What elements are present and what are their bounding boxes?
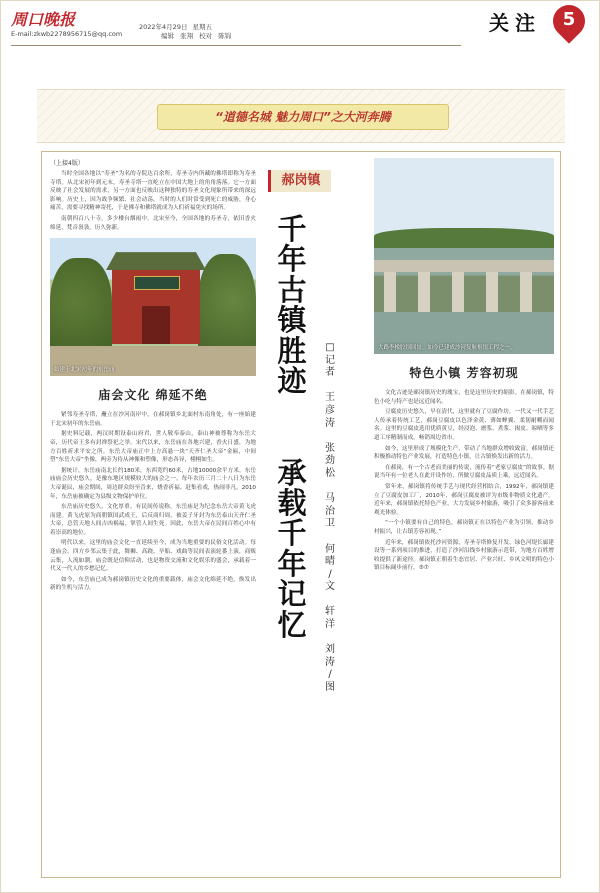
page-number: 5 bbox=[562, 9, 576, 30]
vertical-char: 记 bbox=[277, 577, 307, 612]
right-column bbox=[374, 158, 554, 575]
section-subhead: 特色小镇 芳容初现 bbox=[409, 366, 519, 380]
dam-photo bbox=[374, 158, 554, 354]
vertical-char bbox=[272, 427, 312, 457]
vertical-char bbox=[322, 481, 338, 494]
article-headline bbox=[272, 214, 312, 640]
article-paragraph: 豆腐皮历史悠久，早在清代，这里就有了豆腐作坊。一代又一代手艺人传承着传统工艺，郝岗豆腐皮以色泽金黄、薄如蝉翼、柔韧耐嚼而闻名。这里的豆腐皮选用优质黄豆，经浸泡、磨浆、煮浆、揭皮、晾晒等多道工序精制而成，畅销周边省市。 bbox=[374, 409, 554, 441]
temple-door bbox=[142, 306, 170, 344]
article-paragraph: 南朝四百八十寺，多少楼台烟雨中。北宋至今，全国各地的寿圣寺，依旧香火绵延，梵音袅袅，历久弥新。 bbox=[50, 215, 256, 231]
masthead bbox=[1, 1, 600, 73]
vertical-char: 文 bbox=[325, 581, 335, 593]
left-column bbox=[50, 158, 256, 595]
article-frame bbox=[41, 151, 561, 878]
vertical-char: 图 bbox=[325, 682, 335, 694]
continued-marker: （上接4版） bbox=[50, 160, 84, 167]
vertical-char: 千 bbox=[277, 516, 307, 551]
temple-roof bbox=[106, 252, 206, 270]
article-byline bbox=[322, 342, 338, 695]
photo-caption: 大路李橡胶坝回址，如今已建成沙河复航枢纽工程之一。 bbox=[378, 345, 516, 351]
contact-email: E-mail:zkwb2278956715@qq.com bbox=[11, 30, 123, 38]
vertical-char: 迹 bbox=[277, 364, 307, 399]
article-paragraph: 明代以来，这里的庙会文化一直延续至今，成为当地重要的民俗文化活动。每逢庙会，四方乡邻云集于此，舞狮、高跷、旱船、戏曲等民间表演轮番上演，商贩云集，人流如潮。庙会既是信仰活动，也是物资交流和文化娱乐的盛会，承载着一代又一代人的乡愁记忆。 bbox=[50, 540, 256, 573]
temple-photo bbox=[50, 238, 256, 376]
vertical-char bbox=[322, 531, 338, 544]
headline-column bbox=[262, 152, 372, 879]
vertical-char: 张 bbox=[325, 442, 335, 454]
temple-plaque bbox=[134, 276, 180, 290]
header-divider bbox=[11, 45, 461, 46]
vertical-char: 年 bbox=[277, 242, 307, 277]
vertical-char bbox=[272, 397, 312, 427]
town-tag: 郝岗镇 bbox=[268, 170, 331, 192]
vertical-char: 年 bbox=[277, 546, 307, 581]
column-banner-band bbox=[37, 89, 565, 143]
vertical-char: 千 bbox=[277, 212, 307, 246]
vertical-char: 洋 bbox=[325, 619, 335, 631]
vertical-char: 记 bbox=[325, 354, 335, 366]
issue-date: 2022年4月29日 星期五 bbox=[139, 23, 213, 31]
vertical-char: 涛 bbox=[325, 417, 335, 429]
column-banner: “道德名城 魅力周口”之大河奔腾 bbox=[157, 104, 449, 130]
newspaper-logo: 周口晚报 bbox=[11, 10, 76, 29]
vertical-char: 彦 bbox=[325, 404, 335, 416]
section-title: 关注 bbox=[489, 11, 541, 35]
vertical-char: 胜 bbox=[277, 333, 307, 368]
article-paragraph: 近年来，郝岗镇依托沙河资源，寿圣寺塔修复开发、绿色河堤长廊建设等一系列项目的推进，打造了沙河沿线乡村旅游示范带，为地方百姓增收提供了新途径。郝岗镇正朝着生态宜居、产业兴旺、乡风文明的特色小镇目标阔步前行。⑤⑦ bbox=[374, 539, 554, 572]
vertical-char: 晴 bbox=[325, 556, 335, 568]
vertical-char bbox=[322, 632, 338, 645]
article-paragraph: 紧邻寿圣寺塔，矗立在沙河南岸中，在郝岗镇乡北面村东南角处，有一座始建于北宋初年的东岳庙。 bbox=[50, 412, 256, 427]
vertical-char: / bbox=[328, 669, 332, 681]
article-paragraph: 据史料记载，两汉时期设泰山府君，世人敬奉泰山，泰山神被尊称为东岳大帝，历代帝王多有封禅祭祀之举。宋代以来，东岳庙在各地兴建，香火日盛，为地方百姓祈求平安之所。东岳大帝庙正中上方高悬一块“天齐仁圣大帝”金匾，中间塑“东岳大帝”坐像，两旁为侍从神像和塑像，形态各异，栩栩如生。 bbox=[50, 431, 256, 464]
vertical-char: 马 bbox=[325, 493, 335, 505]
article-paragraph: 常年来，郝岗镇将传统手艺与现代经营相结合，1992年，郝岗镇建立了豆腐皮加工厂，2010年，郝岗豆腐皮被评为市级非物质文化遗产。近年来，郝岗镇依托特色产业，大力发展乡村旅游，吸引了众多游客前来观光体验。 bbox=[374, 483, 554, 516]
vertical-char: 松 bbox=[325, 467, 335, 479]
vertical-char: 劲 bbox=[325, 455, 335, 467]
vertical-char: / bbox=[328, 568, 332, 580]
vertical-char: 刘 bbox=[325, 644, 335, 656]
article-paragraph: 据统计，东岳庙南北长约180米，东西宽约60米，占地10000余平方米。东岳庙庙会历史悠久，是豫东地区规模较大的庙会之一。每年农历三月二十八日为东岳大帝诞辰，庙会期间，周边群众纷至沓来，烧香祈福、赶集看戏，热闹非凡。2010年，东岳庙被确定为县级文物保护单位。 bbox=[50, 467, 256, 500]
vertical-char: 卫 bbox=[325, 518, 335, 530]
vertical-char: 者 bbox=[325, 367, 335, 379]
editor-credits: 编辑 张翔 校对 陈锦 bbox=[161, 32, 232, 40]
page-number-badge bbox=[553, 5, 587, 47]
vertical-char: 忆 bbox=[277, 607, 307, 642]
article-paragraph: 如今，这里形成了规模化生产，带动了当地群众增收致富。郝岗镇还积极推动特色产业发展，打造特色小镇，让古镇焕发出新的活力。 bbox=[374, 445, 554, 461]
dam-deck bbox=[374, 260, 554, 272]
vertical-char: 王 bbox=[325, 392, 335, 404]
vertical-char: □ bbox=[325, 342, 335, 353]
treeline bbox=[374, 228, 554, 248]
vertical-char bbox=[322, 594, 338, 607]
section-subhead: 庙会文化 绵延不绝 bbox=[98, 388, 208, 403]
vertical-char: 涛 bbox=[325, 656, 335, 668]
vertical-char: 载 bbox=[277, 485, 307, 520]
article-paragraph: 文化古迹是郝岗镇历史的瑰宝，也是这里历史的缩影。在郝岗镇，特色小吃与特产也是远近闻名。 bbox=[374, 390, 554, 405]
article-paragraph: 东岳庙历史悠久，文化厚重。有民间传说称，东岳庙是为纪念东岳大帝黄飞虎而建。黄飞虎原为商朝镇国武成王，后反商归周，被姜子牙封为东岳泰山天齐仁圣大帝，总管天地人间吉凶祸福，掌管人间生死。因此，东岳大帝在民间百姓心中有着崇高的地位。 bbox=[50, 504, 256, 536]
vertical-char bbox=[322, 430, 338, 443]
vertical-char: 古 bbox=[277, 272, 307, 307]
vertical-char: 何 bbox=[325, 543, 335, 555]
article-paragraph: 在郝岗，有一个古老而美丽的传说，流传着“老家豆腐皮”的故事。据说当年有一位老人在此开设作坊，所做豆腐皮品质上乘，远近闻名。 bbox=[374, 464, 554, 480]
photo-caption: 始建于北宋初年的东岳庙 bbox=[54, 367, 115, 374]
vertical-char bbox=[322, 380, 338, 393]
vertical-char: 治 bbox=[325, 505, 335, 517]
article-paragraph: 当时全国各地以“寿圣”为名的寺院达百余所，寿圣寺内所藏的佛塔即称为寿圣寺塔。从北宋初年到元末，寿圣寺塔一直屹立在中国大地上的角角落落。它一方面反映了社会发展的需求，另一方面也反映出这种独特的寿圣文化现象所带来的深远影响。历史上，因为战争频繁、社会动荡，当时的人们时常受到死亡的威胁，身心痛苦，需要寻找精神寄托，于是佛寺和佛塔就成为人们祈福免灾的场所。 bbox=[50, 171, 256, 212]
vertical-char: 轩 bbox=[325, 606, 335, 618]
article-paragraph: “一个小镇要有自己的特色，郝岗镇正在以特色产业为引领，推动乡村振兴，让古镇芳容初现。” bbox=[374, 520, 554, 535]
vertical-char: 承 bbox=[277, 455, 307, 490]
vertical-char: 镇 bbox=[277, 303, 307, 338]
article-paragraph: 如今，东岳庙已成为郝岗镇历史文化的重要载体，庙会文化绵延不绝，焕发出新的生机与活力。 bbox=[50, 576, 256, 592]
